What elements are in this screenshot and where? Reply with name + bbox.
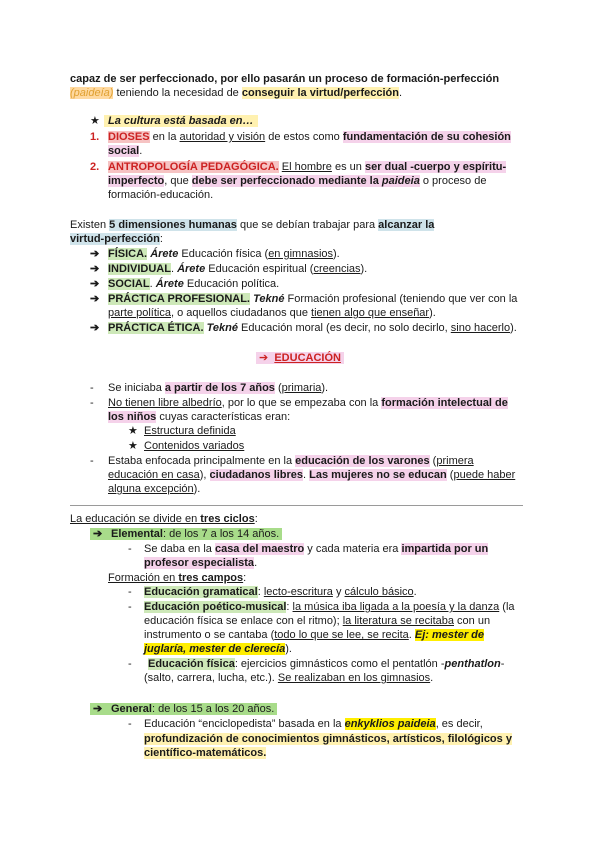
- dim-profesional-cont: parte política, o aquellos ciudadanos que tienen algo que enseñar).: [108, 307, 436, 319]
- culture-item-1: 1. DIOSES en la autoridad y visión de estos como fundamentación de su cohesión: [90, 131, 511, 143]
- campo-poetico: - Educación poético-musical: la música iba ligada a la poesía y la danza (la: [128, 601, 515, 613]
- edu-bullet-1: - Se iniciaba a partir de los 7 años (primaria).: [90, 382, 329, 394]
- culture-heading: ★ La cultura está basada en…: [90, 114, 258, 128]
- dim-profesional: ➔ PRÁCTICA PROFESIONAL. Tekné Formación profesional (teniendo que ver con la: [90, 293, 518, 305]
- campo-poetico-cont: educación física se enlace con el ritmo); la literatura se recitaba con un: [144, 615, 491, 627]
- star-icon: ★: [128, 425, 138, 437]
- edu-bullet-3-cont2: alguna excepción).: [108, 483, 201, 495]
- campo-poetico-cont2: instrumento o se cantaba (todo lo que se lee, se recita. Ej: mester de: [144, 629, 484, 641]
- edu-bullet-3-cont: educación en casa), ciudadanos libres. Las mujeres no se educan (puede haber: [108, 469, 516, 481]
- intro-line-1: [70, 72, 499, 86]
- campo-fisica-cont: (salto, carrera, lucha, etc.). Se realizaban en los gimnasios.: [144, 672, 434, 684]
- arrow-icon: ➔: [93, 703, 103, 715]
- edu-bullet-2: - No tienen libre albedrío, por lo que se empezaba con la formación intelectual de: [90, 397, 508, 409]
- arrow-icon: ➔: [90, 322, 100, 334]
- arrow-icon: ➔: [93, 528, 103, 540]
- elemental-item-1: - Se daba en la casa del maestro y cada materia era impartida por un: [128, 543, 489, 555]
- culture-item-2-cont: imperfecto, que debe ser perfeccionado mediante la paideia o proceso de: [108, 175, 487, 187]
- arrow-icon: ➔: [90, 248, 100, 260]
- dim-individual: ➔ INDIVIDUAL. Árete Educación espiritual (creencias).: [90, 263, 368, 275]
- arrow-icon: ➔: [259, 352, 269, 364]
- virtue-highlight: conseguir la virtud/perfección: [241, 87, 399, 99]
- cycle-elemental: ➔ Elemental: de los 7 a los 14 años.: [90, 527, 282, 541]
- dim-fisica: ➔ FÍSICA. Árete Educación física (en gimnasios).: [90, 248, 340, 260]
- education-heading: ➔ EDUCACIÓN: [256, 351, 344, 365]
- intro-line-2: (paideía) teniendo la necesidad de conseguir la virtud/perfección.: [70, 87, 403, 99]
- divider: [70, 505, 523, 506]
- edu-bullet-2-cont: los niños cuyas características eran:: [108, 411, 291, 423]
- general-item-1-cont: profundización de conocimientos gimnásticos, artísticos, filológicos y: [144, 733, 512, 745]
- paideia-term: (paideía): [70, 87, 114, 99]
- culture-item-1-cont: social.: [108, 145, 143, 157]
- star-icon: ★: [90, 115, 100, 127]
- dim-etica: ➔ PRÁCTICA ÉTICA. Tekné Educación moral (es decir, no solo decirlo, sino hacerlo).: [90, 322, 517, 334]
- edu-bullet-3: - Estaba enfocada principalmente en la educación de los varones (primera: [90, 455, 474, 467]
- campo-gramatical: - Educación gramatical: lecto-escritura y cálculo básico.: [128, 586, 417, 598]
- dim-social: ➔ SOCIAL. Árete Educación política.: [90, 278, 280, 290]
- cycle-general: ➔ General: de los 15 a los 20 años.: [90, 702, 277, 716]
- edu-sub-1: ★ Estructura definida: [128, 425, 236, 437]
- arrow-icon: ➔: [90, 278, 100, 290]
- general-item-1: - Educación “enciclopedista” basada en la enkyklios paideia, es decir,: [128, 718, 483, 730]
- intro-text-bold: capaz de ser perfeccionado, por ello pasarán un proceso de formación-perfección: [70, 73, 500, 85]
- general-item-1-cont2: científico-matemáticos.: [144, 747, 267, 759]
- dims-intro-cont: virtud-perfección:: [70, 233, 163, 245]
- campo-poetico-cont3: juglaría, mester de clerecía).: [144, 643, 292, 655]
- arrow-icon: ➔: [90, 293, 100, 305]
- campo-fisica: - Educación física: ejercicios gimnásticos como el pentatlón -penthatlon-: [128, 658, 505, 670]
- campos-intro: Formación en tres campos:: [108, 572, 247, 584]
- star-icon: ★: [128, 440, 138, 452]
- cycles-intro: La educación se divide en tres ciclos:: [70, 513, 258, 525]
- culture-item-2: 2. ANTROPOLOGÍA PEDAGÓGICA. El hombre es un ser dual -cuerpo y espíritu-: [90, 161, 507, 173]
- arrow-icon: ➔: [90, 263, 100, 275]
- edu-sub-2: ★ Contenidos variados: [128, 440, 245, 452]
- culture-item-2-cont2: formación-educación.: [108, 189, 214, 201]
- elemental-item-1-cont: profesor especialista.: [144, 557, 258, 569]
- dims-intro: Existen 5 dimensiones humanas que se debían trabajar para alcanzar la: [70, 219, 435, 231]
